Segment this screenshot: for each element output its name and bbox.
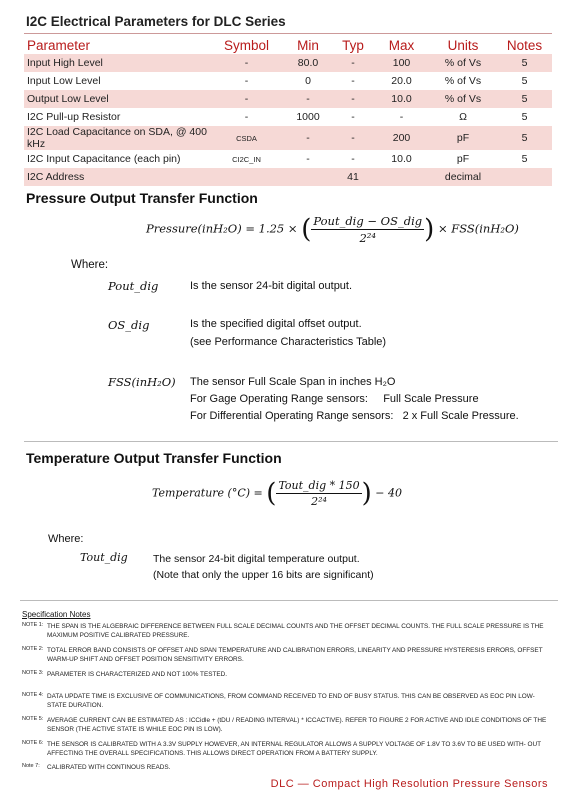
- page-footer: DLC — Compact High Resolution Pressure Sensors: [270, 778, 548, 790]
- note-item: [22, 622, 552, 640]
- fss-differential: For Differential Operating Range sensors: 2 x Full Scale Pressure.: [190, 410, 519, 422]
- cell-units: % of Vs: [429, 90, 497, 108]
- header-symbol: Symbol: [223, 37, 269, 53]
- cell-units: pF: [456, 153, 470, 165]
- header-max: Max: [388, 37, 415, 53]
- note-label: NOTE 3:: [22, 670, 44, 676]
- note-item: [22, 670, 552, 679]
- pressure-denominator: 2²⁴: [359, 231, 376, 245]
- cell-symbol: -: [244, 111, 249, 123]
- pressure-section-title: Pressure Output Transfer Function: [26, 190, 258, 206]
- cell-max: 100: [374, 54, 429, 72]
- temperature-fraction: [276, 479, 361, 508]
- cell-symbol: -: [209, 90, 284, 108]
- cell-typ: -: [351, 111, 355, 123]
- cell-max: 10.0: [374, 90, 429, 108]
- notes-divider: [20, 600, 558, 601]
- cell-notes: [497, 168, 552, 186]
- fss-description: The sensor Full Scale Span in inches H₂O: [190, 376, 396, 388]
- note-item: [22, 716, 552, 734]
- cell-typ: 41: [332, 168, 374, 186]
- cell-typ: -: [332, 126, 374, 150]
- pressure-formula-lhs: Pressure(inH₂O) = 1.25 ×: [146, 221, 298, 236]
- table-row: [24, 126, 552, 150]
- temperature-denominator: 2²⁴: [311, 495, 327, 508]
- cell-parameter: Input Low Level: [27, 75, 101, 87]
- table-row: [24, 150, 552, 168]
- header-parameter: Parameter: [27, 37, 91, 53]
- notes-title: Specification Notes: [22, 610, 91, 619]
- cell-parameter: Input High Level: [24, 54, 209, 72]
- table-row: [24, 108, 552, 126]
- cell-notes: 5: [521, 111, 528, 123]
- os-symbol: OS_dig: [108, 318, 150, 332]
- note-text: AVERAGE CURRENT CAN BE ESTIMATED AS : ICCidle + (tDU / READING INTERVAL) * ICCACTIVE). REFER TO FIGURE 2 FOR ACTIVE AND IDLE CONDITIONS OF THE SENSOR (THE ACTIVE STATE IS WHILE EOC PIN IS LOW).: [47, 717, 547, 734]
- temperature-numerator: Tout_dig * 150: [278, 479, 360, 492]
- header-units: Units: [447, 37, 479, 53]
- cell-notes: 5: [521, 153, 528, 165]
- cell-symbol: -: [209, 54, 284, 72]
- cell-min: 0: [305, 75, 311, 87]
- header-typ: Typ: [342, 37, 364, 53]
- cell-min: -: [284, 90, 332, 108]
- os-description-note: (see Performance Characteristics Table): [190, 336, 387, 348]
- cell-min: [284, 168, 332, 186]
- cell-parameter: I2C Address: [24, 168, 209, 186]
- cell-symbol: -: [244, 75, 249, 87]
- note-text: THE SPAN IS THE ALGEBRAIC DIFFERENCE BETWEEN FULL SCALE DECIMAL COUNTS AND THE OFFSET DECIMAL COUNTS. THE FULL SCALE PRESSURE IS THE MAXIMUM POSITIVE CALIBRATED PRESSURE.: [47, 623, 544, 640]
- note-label: NOTE 2:: [22, 646, 44, 652]
- cell-typ: -: [351, 153, 355, 165]
- note-item: [22, 646, 552, 664]
- i2c-parameters-table: [24, 36, 552, 186]
- cell-typ: -: [351, 75, 355, 87]
- cell-min: -: [284, 126, 332, 150]
- cell-notes: 5: [497, 90, 552, 108]
- cell-typ: -: [332, 54, 374, 72]
- cell-notes: 5: [497, 126, 552, 150]
- open-paren: (: [266, 478, 277, 509]
- pout-symbol: Pout_dig: [108, 279, 159, 293]
- pressure-where-label: Where:: [71, 259, 109, 271]
- cell-units: pF: [429, 126, 497, 150]
- cell-typ: -: [332, 90, 374, 108]
- note-label: Note 7:: [22, 763, 40, 769]
- cell-max: -: [399, 111, 404, 123]
- pressure-numerator: Pout_dig − OS_dig: [313, 214, 423, 228]
- note-text: DATA UPDATE TIME IS EXCLUSIVE OF COMMUNICATIONS, FROM COMMAND RECEIVED TO END OF BUSY STATUS. THIS CAN BE OBSERVED AS EOC PIN LOW- STATE DURATION.: [47, 693, 535, 710]
- header-min: Min: [297, 37, 319, 53]
- os-description: Is the specified digital offset output.: [190, 318, 362, 330]
- cell-min: -: [306, 153, 310, 165]
- close-paren: ): [361, 478, 372, 509]
- pressure-formula-rhs: × FSS(inH₂O): [437, 221, 519, 236]
- cell-max: 200: [374, 126, 429, 150]
- cell-parameter: I2C Pull-up Resistor: [27, 111, 121, 123]
- note-text: TOTAL ERROR BAND CONSISTS OF OFFSET AND SPAN TEMPERATURE AND CALIBRATION ERRORS, LINEARITY AND PRESSURE HYSTERESIS ERRORS, OFFSET WARM-UP SHIFT AND OFFSET POSITION SENSITIVITY ERRORS.: [47, 647, 543, 664]
- note-text: CALIBRATED WITH CONTINOUS READS.: [47, 764, 171, 771]
- note-text: THE SENSOR IS CALIBRATED WITH A 3.3V SUPPLY HOWEVER, AN INTERNAL REGULATOR ALLOWS A SUPPLY VOLTAGE OF 1.8V TO 3.6V TO BE USED WITH- OUT AFFECTING THE OVERALL SPECIFICATIONS. THIS ALLOWS DIRECT OPERATION FROM A BATTERY SUPPLY.: [47, 741, 541, 758]
- title-divider: [24, 33, 552, 34]
- cell-parameter: Output Low Level: [24, 90, 209, 108]
- tout-description: The sensor 24-bit digital temperature output.: [153, 553, 360, 565]
- temperature-formula: [152, 479, 402, 508]
- table-row: [24, 90, 552, 108]
- note-label: NOTE 4:: [22, 692, 44, 698]
- open-paren: (: [301, 214, 312, 245]
- table-header-row: [24, 36, 552, 54]
- cell-max: [374, 168, 429, 186]
- note-label: NOTE 6:: [22, 740, 44, 746]
- cell-units: % of Vs: [444, 75, 482, 87]
- fss-symbol: FSS(inH₂O): [108, 375, 176, 389]
- cell-notes: 5: [497, 54, 552, 72]
- cell-max: 20.0: [391, 75, 412, 87]
- cell-min: 80.0: [284, 54, 332, 72]
- pressure-fraction: [311, 214, 424, 245]
- note-item: [22, 740, 552, 758]
- pout-description: Is the sensor 24-bit digital output.: [190, 280, 353, 292]
- table-title: I2C Electrical Parameters for DLC Series: [26, 14, 286, 29]
- section-divider: [24, 441, 558, 442]
- cell-parameter: I2C Input Capacitance (each pin): [27, 153, 181, 165]
- cell-units: Ω: [459, 111, 467, 123]
- temperature-where-label: Where:: [48, 533, 84, 545]
- table-row: [24, 168, 552, 186]
- header-notes: Notes: [506, 37, 543, 53]
- table-row: [24, 54, 552, 72]
- note-label: NOTE 5:: [22, 716, 44, 722]
- fss-gage: For Gage Operating Range sensors: Full Scale Pressure: [190, 393, 479, 405]
- note-label: NOTE 1:: [22, 622, 44, 628]
- cell-symbol: [209, 168, 284, 186]
- cell-units: decimal: [429, 168, 497, 186]
- pressure-formula: [146, 214, 519, 245]
- cell-units: % of Vs: [429, 54, 497, 72]
- tout-description-note: (Note that only the upper 16 bits are significant): [153, 569, 374, 581]
- cell-symbol: CI2C_IN: [232, 154, 261, 164]
- temperature-formula-lhs: Temperature (°C) =: [152, 486, 263, 500]
- cell-notes: 5: [521, 75, 528, 87]
- note-text: PARAMETER IS CHARACTERIZED AND NOT 100% TESTED.: [47, 671, 228, 678]
- close-paren: ): [424, 214, 435, 245]
- table-row: [24, 72, 552, 90]
- cell-min: 1000: [296, 111, 320, 123]
- tout-symbol: Tout_dig: [80, 551, 128, 564]
- note-item: [22, 692, 552, 710]
- cell-max: 10.0: [391, 153, 412, 165]
- cell-parameter: I2C Load Capacitance on SDA, @ 400 kHz: [24, 126, 209, 150]
- note-item: [22, 763, 552, 772]
- temperature-section-title: Temperature Output Transfer Function: [26, 450, 282, 466]
- cell-symbol: CSDA: [209, 126, 284, 150]
- temperature-formula-rhs: − 40: [375, 486, 403, 500]
